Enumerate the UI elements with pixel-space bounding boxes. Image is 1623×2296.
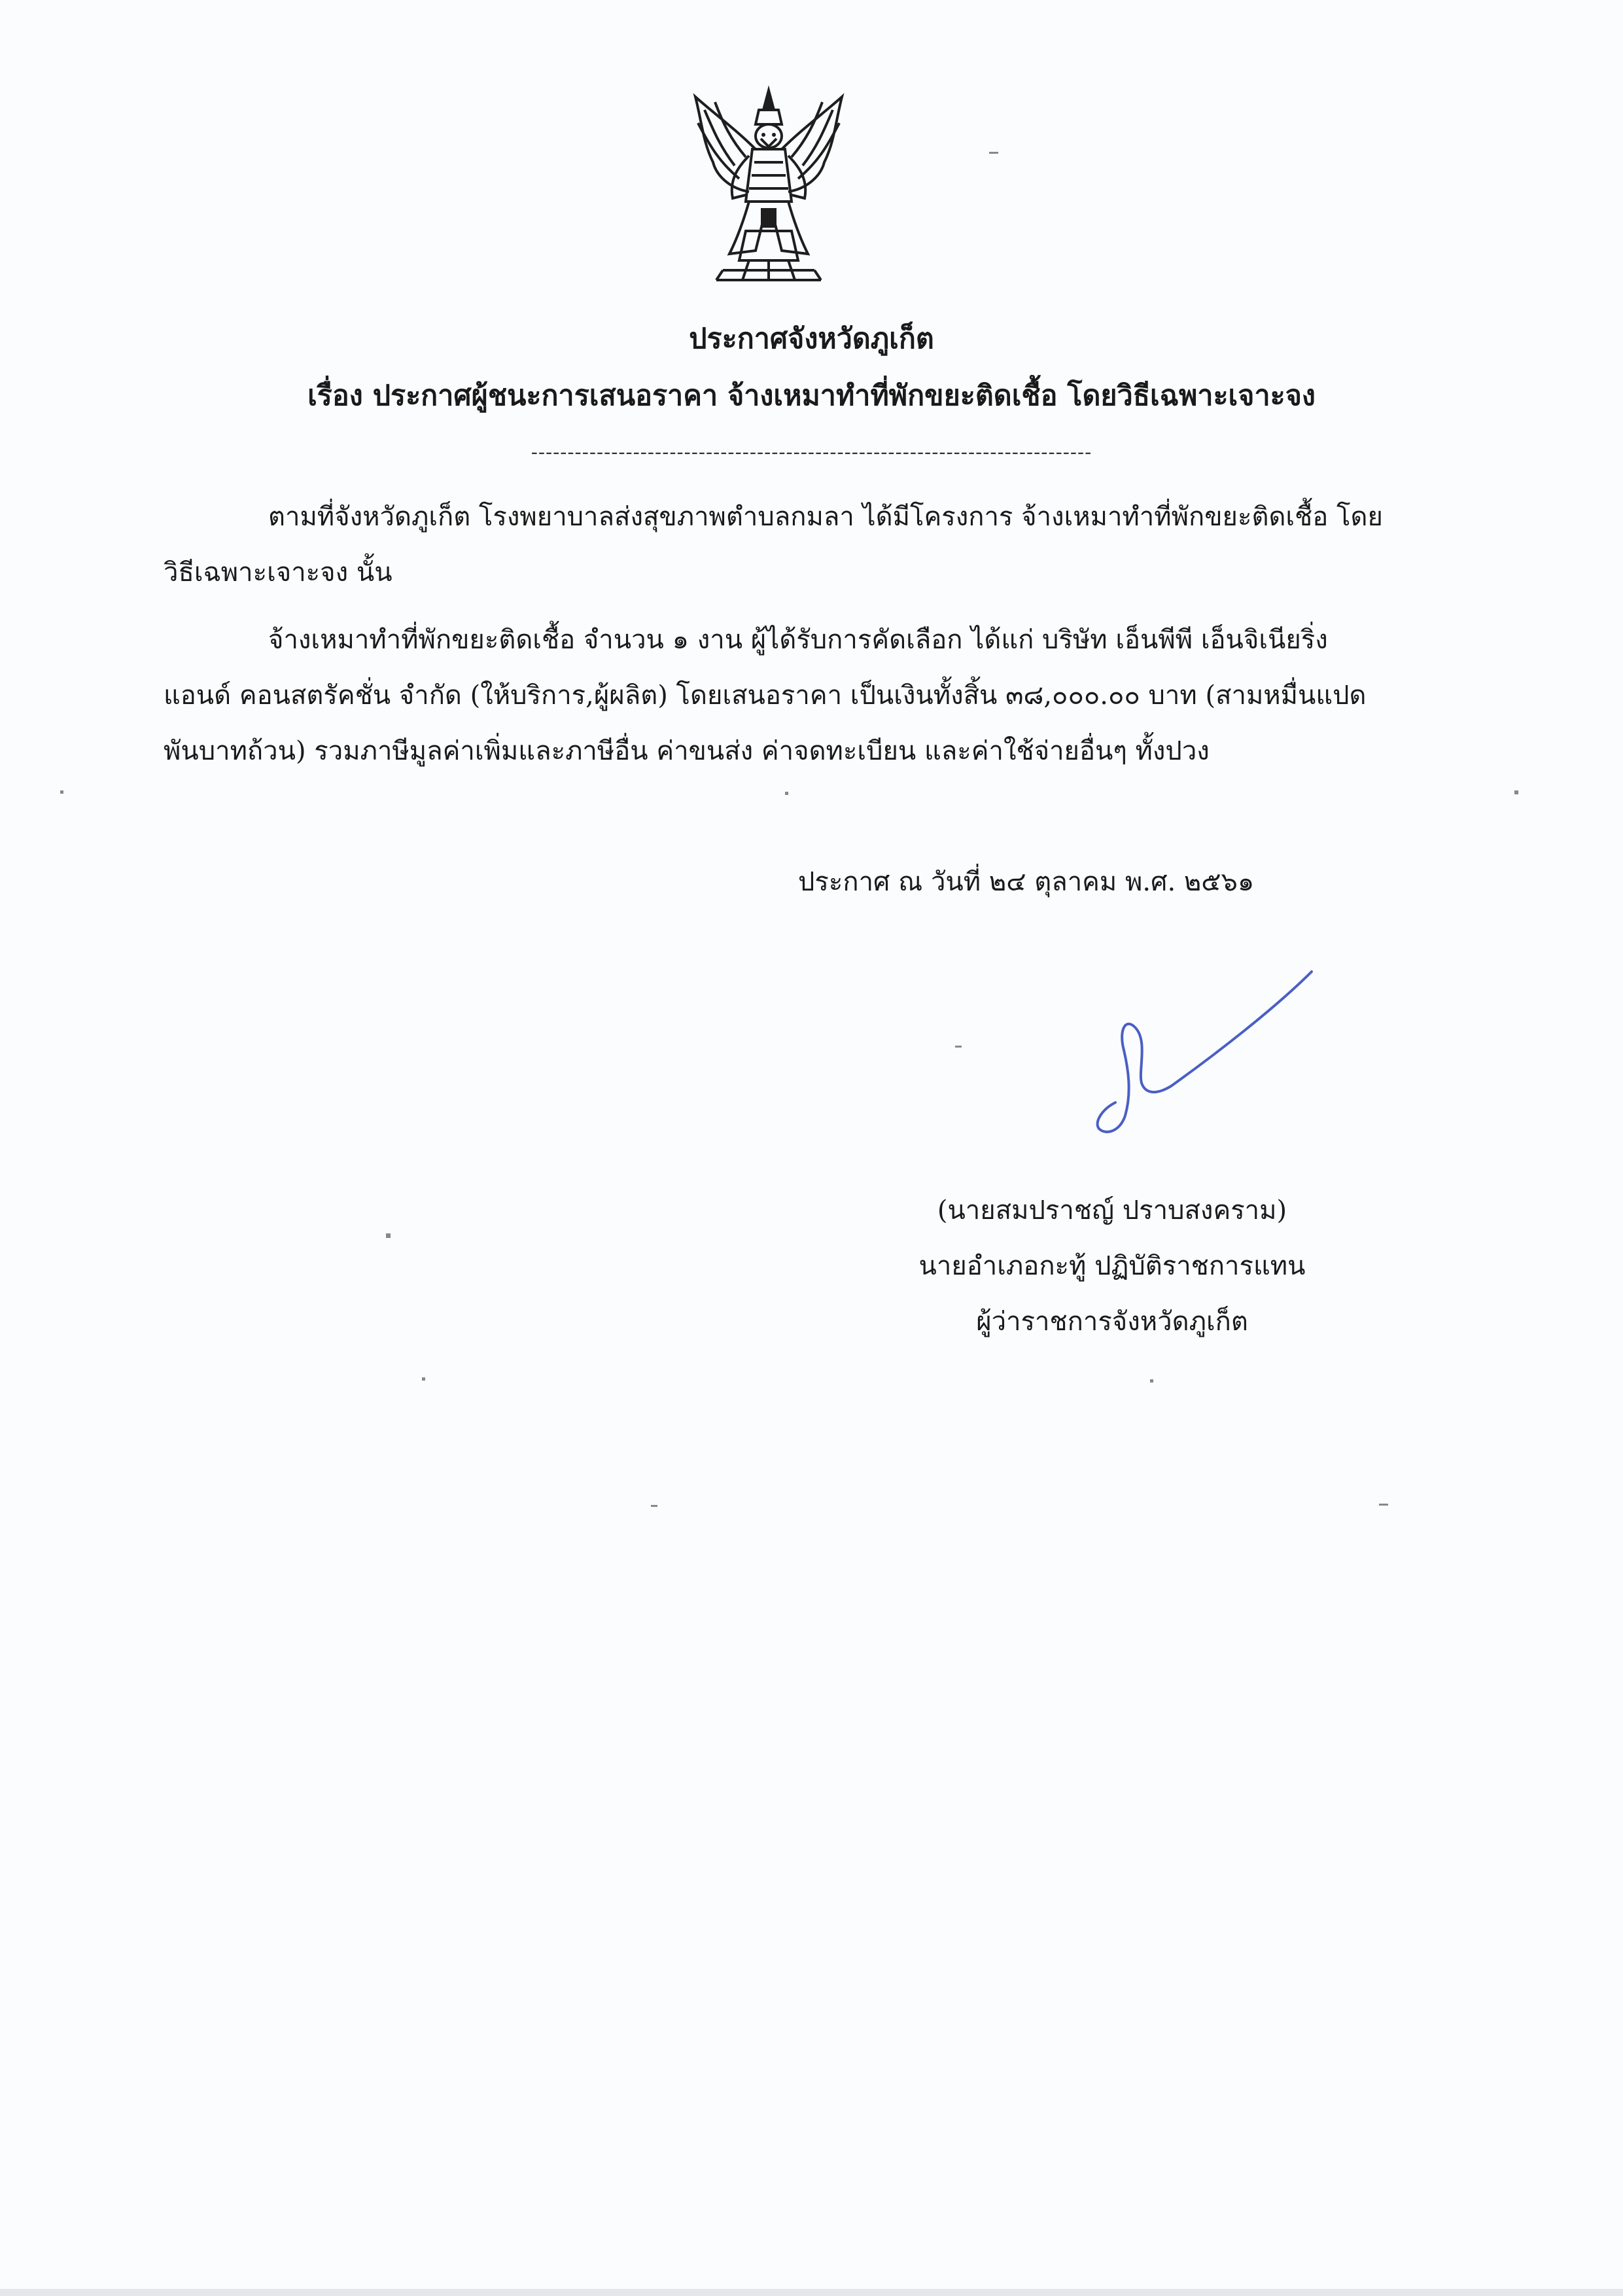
signature-icon bbox=[1079, 962, 1321, 1158]
document-title: ประกาศจังหวัดภูเก็ต bbox=[689, 323, 934, 355]
paragraph-winner bbox=[164, 620, 1446, 787]
scan-speck bbox=[989, 152, 998, 154]
scan-bottom-edge bbox=[0, 2289, 1623, 2296]
paragraph-line: จ้างเหมาทำที่พักขยะติดเชื้อ จำนวน ๑ งาน ผู้ได้รับการคัดเลือก ได้แก่ บริษัท เอ็นพีพี เอ็นจิเนียริ่ง bbox=[268, 625, 1328, 655]
title-divider: ----------------------------------------------------------------------------- bbox=[531, 441, 1092, 464]
scan-speck bbox=[1150, 1379, 1153, 1383]
paragraph-project bbox=[164, 497, 1446, 609]
scan-speck bbox=[422, 1377, 425, 1381]
paragraph-line: ตามที่จังหวัดภูเก็ต โรงพยาบาลส่งสุขภาพตำบลกมลา ได้มีโครงการ จ้างเหมาทำที่พักขยะติดเชื้อ โดย bbox=[268, 502, 1383, 532]
scan-speck bbox=[651, 1505, 657, 1507]
scan-speck bbox=[785, 792, 788, 795]
paragraph-line: แอนด์ คอนสตรัคชั่น จำกัด (ให้บริการ,ผู้ผลิต) โดยเสนอราคา เป็นเงินทั้งสิ้น ๓๘,๐๐๐.๐๐ บาท (สามหมื่นแปด bbox=[164, 680, 1367, 711]
scan-speck bbox=[955, 1046, 962, 1048]
paragraph-line: วิธีเฉพาะเจาะจง นั้น bbox=[164, 557, 393, 588]
document-subject: เรื่อง ประกาศผู้ชนะการเสนอราคา จ้างเหมาทำที่พักขยะติดเชื้อ โดยวิธีเฉพาะเจาะจง bbox=[307, 380, 1316, 412]
signatory-office: ผู้ว่าราชการจังหวัดภูเก็ต bbox=[976, 1307, 1248, 1337]
garuda-emblem-icon bbox=[684, 84, 854, 290]
paragraph-line: พันบาทถ้วน) รวมภาษีมูลค่าเพิ่มและภาษีอื่น ค่าขนส่ง ค่าจดทะเบียน และค่าใช้จ่ายอื่นๆ ทั้งปวง bbox=[164, 736, 1210, 766]
signatory-position: นายอำเภอกะทู้ ปฏิบัติราชการแทน bbox=[918, 1251, 1306, 1281]
scan-speck bbox=[1514, 790, 1518, 794]
scan-speck bbox=[60, 790, 63, 794]
signatory-block bbox=[850, 1191, 1374, 1358]
scan-speck bbox=[386, 1233, 391, 1238]
announcement-date: ประกาศ ณ วันที่ ๒๔ ตุลาคม พ.ศ. ๒๕๖๑ bbox=[798, 867, 1255, 897]
signatory-name: (นายสมปราชญ์ ปราบสงคราม) bbox=[937, 1195, 1287, 1226]
scan-speck bbox=[1379, 1504, 1388, 1506]
